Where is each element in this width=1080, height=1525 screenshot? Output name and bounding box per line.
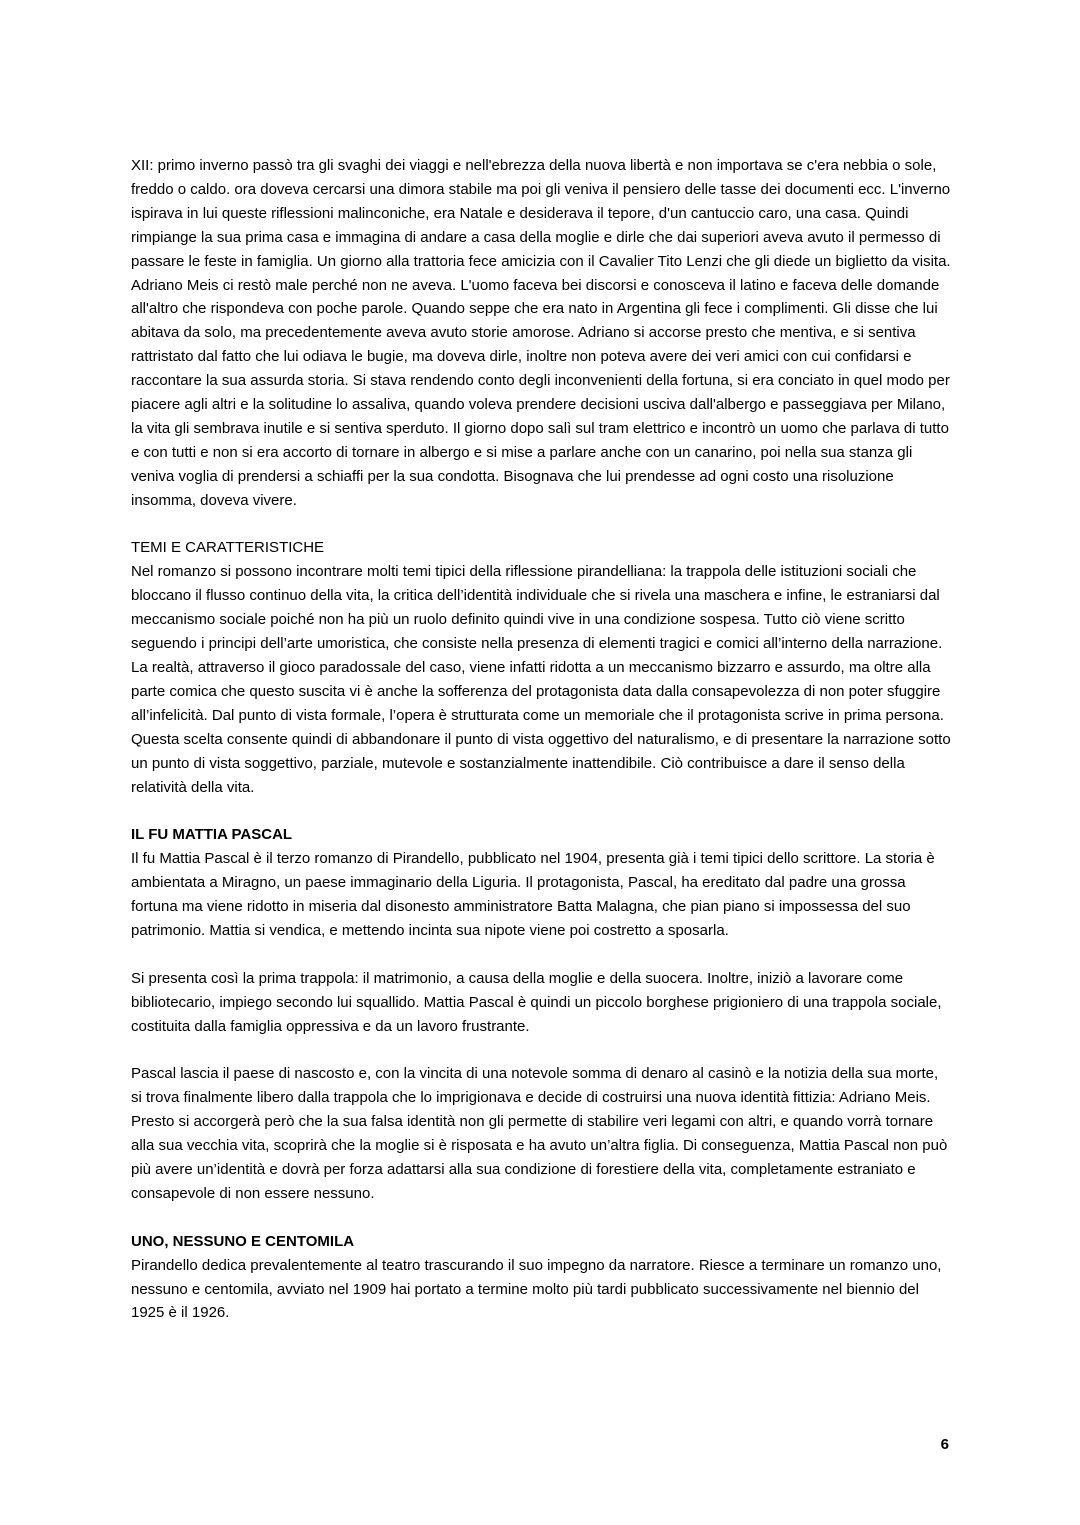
fu-mattia-paragraph-1: Il fu Mattia Pascal è il terzo romanzo di Pirandello, pubblicato nel 1904, presenta già i temi tipici dello scrittore. La storia è ambientata a Miragno, un paese immaginario della Liguria. Il protagonista, Pascal, ha ereditato dal padre una grossa fortuna ma viene ridotto in miseria dal disonesto amministratore Batta Malagna, che pian piano si impossessa del suo patrimonio. Mattia si vendica, e mettendo incinta sua nipote viene poi costretto a sposarla. xyxy=(131,850,935,939)
spacer xyxy=(131,1206,951,1230)
temi-paragraph: Nel romanzo si possono incontrare molti temi tipici della riflessione pirandelliana: la trappola delle istituzioni sociali che bloccano il flusso continuo della vita, la critica dell’identità individuale che si rivela una maschera e infine, le estraniarsi dal meccanismo sociale poiché non ha più un ruolo definito quindi vive in una condizione sospesa. Tutto ciò viene scritto seguendo i principi dell’arte umoristica, che consiste nella presenza di elementi tragici e comici all’interno della narrazione. La realtà, attraverso il gioco paradossale del caso, viene infatti ridotta a un meccanismo bizzarro e assurdo, ma oltre alla parte comica che questo suscita vi è anche la sofferenza del protagonista data dalla consapevolezza di non poter sfuggire all’infelicità. Dal punto di vista formale, l’opera è strutturata come un memoriale che il protagonista scrive in prima persona. Questa scelta consente quindi di abbandonare il punto di vista oggettivo del naturalismo, e di presentare la narrazione sotto un punto di vista soggettivo, parziale, mutevole e sostanzialmente inattendibile. Ciò contribuisce a dare il senso della relatività della vita. xyxy=(131,563,951,796)
fu-mattia-paragraph-2: Si presenta così la prima trappola: il matrimonio, a causa della moglie e della suocera. Inoltre, iniziò a lavorare come bibliotecario, impiego secondo lui squallido. Mattia Pascal è quindi un piccolo borghese prigioniero di una trappola sociale, costituita dalla famiglia oppressiva e da un lavoro frustrante. xyxy=(131,969,942,1035)
section-heading-temi: TEMI E CARATTERISTICHE xyxy=(131,539,325,557)
spacer xyxy=(131,943,951,967)
section-heading-uno-nessuno: UNO, NESSUNO E CENTOMILA xyxy=(131,1232,355,1250)
spacer xyxy=(131,799,951,823)
chapter-xii-summary: XII: primo inverno passò tra gli svaghi dei viaggi e nell'ebrezza della nuova libertà e non importava se c'era nebbia o sole, freddo o caldo. ora doveva cercarsi una dimora stabile ma poi gli veniva il pensiero delle tasse dei documenti ecc. L'inverno ispirava in lui queste riflessioni malinconiche, era Natale e desiderava il tepore, d'un cantuccio caro, una casa. Quindi rimpiange la sua prima casa e immagina di andare a casa della moglie e dirle che dai superiori aveva avuto il permesso di passare le feste in famiglia. Un giorno alla trattoria fece amicizia con il Cavalier Tito Lenzi che gli diede un biglietto da visita. Adriano Meis ci restò male perché non ne aveva. L'uomo faceva bei discorsi e conosceva il latino e faceva delle domande all'altro che rispondeva con poche parole. Quando seppe che era nato in Argentina gli fece i complimenti. Gli disse che lui abitava da solo, ma precedentemente aveva avuto storie amorose. Adriano si accorse presto che mentiva, e si sentiva rattristato dal fatto che lui odiava le bugie, ma doveva dirle, inoltre non poteva avere dei veri amici con cui confidarsi e raccontare la sua assurda storia. Si stava rendendo conto degli inconvenienti della fortuna, si era conciato in quel modo per piacere agli altri e la solitudine lo assaliva, quando voleva prendere decisioni usciva dall'albergo e passeggiava per Milano, la vita gli sembrava inutile e si sentiva sperduto. Il giorno dopo salì sul tram elettrico e incontrò un uomo che parlava di tutto e con tutti e non si era accorto di tornare in albergo e si mise a parlare anche con un canarino, poi nella sua stanza gli veniva voglia di prendersi a schiaffi per la sua condotta. Bisognava che lui prendesse ad ogni costo una risoluzione insomma, doveva vivere. xyxy=(131,157,951,509)
spacer xyxy=(131,1038,951,1062)
document-page xyxy=(131,154,951,1325)
section-heading-fu-mattia-pascal: IL FU MATTIA PASCAL xyxy=(131,826,293,844)
uno-nessuno-paragraph: Pirandello dedica prevalentemente al teatro trascurando il suo impegno da narratore. Riesce a terminare un romanzo uno, nessuno e centomila, avviato nel 1909 hai portato a termine molto più tardi pubblicato successivamente nel biennio del 1925 è il 1926. xyxy=(131,1256,942,1322)
page-number: 6 xyxy=(940,1436,949,1453)
spacer xyxy=(131,513,951,537)
fu-mattia-paragraph-3: Pascal lascia il paese di nascosto e, con la vincita di una notevole somma di denaro al casinò e la notizia della sua morte, si trova finalmente libero dalla trappola che lo imprigionava e decide di costruirsi una nuova identità fittizia: Adriano Meis. Presto si accorgerà però che la sua falsa identità non gli permette di stabilire veri legami con altri, e quando vorrà tornare alla sua vecchia vita, scoprirà che la moglie si è risposata e ha avuto un’altra figlia. Di conseguenza, Mattia Pascal non può più avere un’identità e dovrà per forza adattarsi alla sua condizione di forestiere della vita, completamente estraniato e consapevole di non essere nessuno. xyxy=(131,1065,948,1202)
